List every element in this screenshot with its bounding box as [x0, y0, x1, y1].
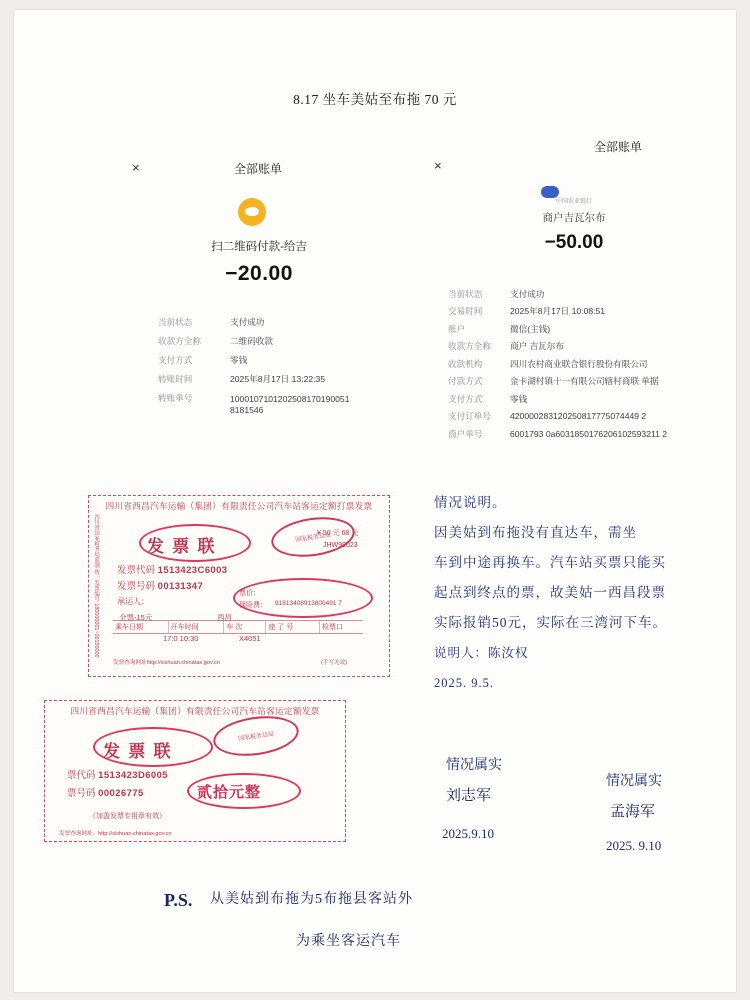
- bank-subtext: 中国农业银行: [555, 199, 592, 205]
- ticket-time: 17:0 10:30: [163, 634, 199, 643]
- handwritten-explanation: [434, 488, 734, 698]
- detail-value: 零钱: [230, 354, 248, 365]
- note-signer: 说明人：陈汝权: [434, 646, 529, 660]
- invoice-code-label: 发票代码: [117, 565, 156, 576]
- detail-row: [448, 430, 713, 439]
- ps-line-2: 为乘坐客运汽车: [296, 934, 401, 949]
- bus-ticket-invoice-2: [44, 700, 346, 842]
- detail-row: [448, 307, 713, 316]
- detail-value: 2025年8月17日 13:22:35: [230, 373, 326, 384]
- detail-key: 当前状态: [448, 289, 483, 299]
- note-line: 车到中途再换车。汽车站买票只能买: [434, 555, 666, 570]
- invoice-no-label: 发票号码: [117, 581, 156, 592]
- column-header: 检票口: [322, 624, 344, 631]
- detail-key: 商户单号: [448, 428, 483, 439]
- detail-row: [158, 375, 388, 384]
- invoice-code-label: 票代码: [67, 770, 96, 781]
- payment-detail-list: [448, 290, 713, 447]
- note-line: 实际报销50元，实际在三湾河下车。: [434, 615, 667, 630]
- column-header: 座 了 号: [266, 621, 320, 633]
- detail-row: [448, 290, 713, 299]
- detail-key: 收款方全称: [158, 335, 201, 346]
- insurance-label: 保险费：: [239, 602, 267, 609]
- annotation-circle: [93, 727, 213, 767]
- detail-row: [448, 342, 713, 351]
- approval-1-date: 2025.9.10: [442, 826, 494, 841]
- close-icon[interactable]: ×: [132, 160, 140, 175]
- detail-value: 商户 吉瓦尔布: [510, 341, 564, 352]
- payment-amount: −20.00: [225, 262, 293, 285]
- invoice-no-label: 票号码: [67, 788, 96, 799]
- ps-line-1: 从美姑到布拖为5布拖县客站外: [210, 892, 413, 907]
- handwritten-amount: 贰拾元整: [197, 785, 262, 801]
- ps-label: P.S.: [164, 890, 193, 910]
- detail-key: 收款方全称: [448, 341, 491, 352]
- detail-value: 420000283120250817775074449 2: [510, 411, 647, 422]
- note-line: 起点到终点的票，故美姑一西昌段票: [434, 585, 666, 600]
- column-header: 乘车日期: [113, 621, 169, 633]
- ticket-bus-no: X4051: [239, 634, 261, 643]
- page-title: 8.17 坐车美姑至布拖 70 元: [293, 92, 457, 107]
- detail-row: [448, 377, 713, 386]
- approval-2-signature: 孟海军: [610, 804, 656, 820]
- stamp-text: 国家税务总局: [237, 731, 275, 743]
- ticket-header: 四川省西昌汽车运输（集团）有限责任公司汽车站客运定额打票发票: [105, 501, 373, 511]
- annotation-circle: [233, 578, 373, 618]
- detail-row: [448, 325, 713, 334]
- approval-2-date: 2025. 9.10: [606, 838, 662, 853]
- detail-row: [158, 337, 388, 346]
- price-label: 票价：: [239, 590, 260, 597]
- detail-row: [448, 412, 713, 421]
- detail-key: 支付订单号: [448, 411, 491, 422]
- note-date: 2025. 9.5.: [434, 676, 494, 690]
- column-header: 开车时间: [169, 621, 225, 633]
- payment-description: 扫二维码付款-给吉: [211, 241, 307, 253]
- annotation-circle: [139, 524, 251, 562]
- close-icon[interactable]: ×: [434, 158, 442, 173]
- detail-value: 微信(主钱): [510, 323, 551, 334]
- detail-row: [448, 395, 713, 404]
- invoice-code-value: 1513423D6005: [98, 770, 168, 781]
- tax-stamp: [211, 711, 301, 761]
- approval-1-text: 情况属实: [446, 758, 502, 773]
- invoice-code-value: 1513423C6003: [157, 565, 228, 576]
- detail-row: [158, 394, 388, 415]
- detail-key: 账户: [448, 323, 466, 334]
- merchant-name: 商户吉瓦尔布: [542, 212, 606, 224]
- note-line: 情况说明。: [434, 495, 507, 510]
- detail-value: 6001793 0a6031850176206102593211 2: [510, 428, 668, 439]
- detail-value: 二维码收款: [230, 335, 273, 346]
- ticket-side-text: 四川省国家税务局监制 统一发票编号 180000001~00150000: [93, 514, 100, 658]
- invoice-no-value: 00026775: [98, 788, 144, 799]
- ticket-fare: 全票-15元: [119, 613, 153, 622]
- ticket-footer-url: 发票查询网址http://sichuan.chinatax.gov.cn: [113, 660, 220, 666]
- ticket-origin: 西昌: [217, 613, 232, 622]
- bus-ticket-invoice-1: [88, 495, 390, 677]
- column-header: 车 次: [224, 621, 266, 633]
- detail-key: 支付方式: [158, 354, 193, 365]
- detail-key: 转账时间: [158, 373, 193, 384]
- payment-detail-list: [158, 318, 388, 425]
- detail-row: [158, 356, 388, 365]
- detail-value: 支付成功: [510, 289, 545, 299]
- detail-value: 零钱: [510, 393, 528, 404]
- payment-amount: −50.00: [544, 232, 604, 253]
- detail-value: 2025年8月17日 10:08:51: [510, 306, 606, 317]
- approval-1-signature: 刘志军: [446, 788, 492, 804]
- detail-key: 收款机构: [448, 358, 483, 369]
- ticket-note-2: JHW99023: [323, 542, 358, 549]
- detail-value: 四川农村商业联合银行股份有限公司: [510, 358, 648, 369]
- bank-payment-screenshot-right: [434, 130, 714, 460]
- detail-key: 支付方式: [448, 393, 483, 404]
- detail-value: 支付成功: [230, 317, 265, 327]
- fapiao-label: 发 票 联: [147, 537, 217, 556]
- approval-2-text: 情况属实: [606, 774, 662, 789]
- ticket-header: 四川省西昌汽车运输（集团）有限责任公司汽车站客运定额发票: [70, 706, 320, 716]
- fapiao-label: 发 票 联: [103, 742, 173, 761]
- detail-value: 金卡湖村镇十一有限公司辖村商联 单据: [510, 376, 659, 387]
- ticket-note-1: ¥ 50 元 68 元: [317, 530, 359, 537]
- wechat-pay-logo-icon: [238, 198, 266, 226]
- annotation-circle: [187, 773, 301, 809]
- stamp-text: 国家税务总局: [294, 532, 332, 544]
- detail-key: 转账单号: [158, 392, 193, 403]
- note-line: 因美姑到布拖没有直达车，需坐: [434, 525, 637, 540]
- all-bills-link[interactable]: 全部账单: [234, 162, 283, 176]
- invoice-no-value: 00131347: [157, 581, 204, 592]
- all-bills-link[interactable]: 全部账单: [594, 140, 643, 154]
- scanned-page: [14, 10, 736, 992]
- carrier-label: 承运人：: [117, 597, 149, 606]
- detail-key: 当前状态: [158, 317, 193, 327]
- detail-row: [448, 360, 713, 369]
- detail-value: 10001071012025081701900518181546: [230, 393, 350, 415]
- detail-key: 交易时间: [448, 306, 483, 317]
- ticket-footer-url: 发票查询网址：http://sichuan.chinatax.gov.cn: [59, 831, 172, 837]
- wechat-payment-screenshot-left: [124, 150, 394, 450]
- ticket-note: （加盖发票专用章有效）: [89, 813, 166, 820]
- ticket-footer-note: (手写无效): [321, 660, 348, 666]
- detail-row: [158, 318, 388, 327]
- insurance-value: 91813408913800491 7: [275, 600, 342, 607]
- detail-key: 付款方式: [448, 376, 483, 387]
